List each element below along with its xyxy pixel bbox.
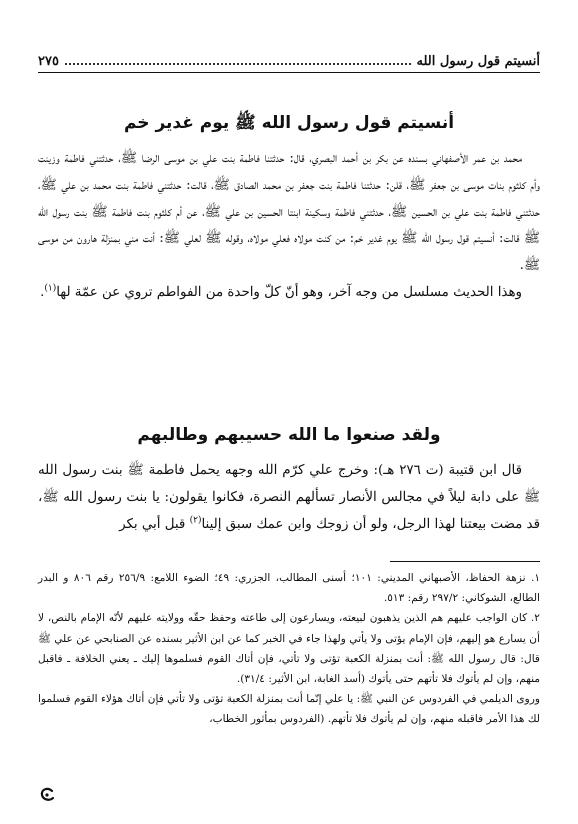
footnote-2: ٢. كان الواجب عليهم هم الذين يذهبون لبيعته، ويسارعون إلى طاعته وحفظ حقّه وولايته عليهم لأنّه الإمام بالنص، لا أن يسارع هو إليهم، فإن الإمام يؤتى ولا يأتي ولهذا جاء في الخبر كما عن ابن الأثير بسنده عن الصنابحي عن علي ﷺ قال: قال رسول الله ﷺ: أنت بمنزلة الكعبة تؤتى ولا تأتي، فإن أتاك القوم فسلموها إليك ـ يعني الخلافة ـ فاقبل منهم، وإن لم يأتوك فلا تأتهم حتى يأتوك (أسد الغابة، ابن الأثير: ٣١/٤).: [38, 612, 540, 686]
ibn-qutayba-text: قال ابن قتيبة (ت ٢٧٦ هـ): وخرج علي كرّم الله وجهه يحمل فاطمة ﷺ بنت رسول الله ﷺ على دابة ليلاً في مجالس الأنصار تسألهم النصرة، فكانوا يقولون: يا بنت رسول الله ﷺ، قد مضت بيعتنا لهذا الرجل، ولو أن زوجك وابن عمك سبق إلينا: [38, 463, 540, 532]
ibn-qutayba-paragraph: [38, 458, 540, 538]
commentary-text: وهذا الحديث مسلسل من وجه آخر، وهو أنّ كلّ واحدة من الفواطم تروي عن عمّة لها: [56, 284, 522, 300]
running-header-dot-leader: [65, 63, 411, 65]
commentary-paragraph: [38, 280, 540, 307]
section-body-ghadir: [38, 146, 540, 307]
section-heading-ghadir: أنسيتم قول رسول الله ﷺ يوم غدير خم: [123, 113, 455, 133]
footnote-separator: [390, 561, 540, 562]
running-header: [38, 48, 540, 73]
section-heading-sanaou: ولقد صنعوا ما الله حسيبهم وطالبهم: [137, 425, 441, 445]
footnote-2-continued: وروى الديلمي في الفردوس عن النبي ﷺ: يا علي إنّما أنت بمنزلة الكعبة تؤتى ولا تأتي فإن أتاك هؤلاء القوم فسلموا لك هذا الأمر فاقبله منهم، وإن لم يأتوك فلا تأتهم. (الفردوس بمأثور الخطاب،: [38, 693, 540, 726]
page-number: ٢٧٥: [38, 54, 59, 69]
continuation-mark-icon: [38, 786, 56, 804]
footnotes: [38, 568, 540, 730]
footnote-ref-2[interactable]: (٢): [189, 515, 202, 526]
footnote-ref-1[interactable]: (١): [44, 283, 57, 294]
running-header-title: أنسيتم قول رسول الله: [416, 54, 540, 69]
ibn-qutayba-text-end: قبل أبي بكر: [119, 516, 190, 532]
hadith-paragraph: محمد بن عمر الأصفهاني بسنده عن بكر بن أحمد البصري، قال: حدثتنا فاطمة بنت علي بن موسى الرضا ﷺ، حدثتني فاطمة وزينت وأم كلثوم بنات موسى بن جعفر ﷺ، قلن: حدثتنا فاطمة بنت جعفر بن محمد الصادق ﷺ، قالت: حدثتني فاطمة بنت محمد بن علي ﷺ، حدثتني فاطمة بنت علي بن الحسين ﷺ، حدثتني فاطمة وسكينة ابنتا الحسين بن علي ﷺ، عن أم كلثوم بنت فاطمة ﷺ بنت رسول الله ﷺ قالت: أنسيتم قول رسول الله ﷺ يوم غدير خم: من كنت مولاه فعلي مولاه، وقوله ﷺ لعلي ﷺ: أنت مني بمنزلة هارون من موسى ﷺ.: [38, 151, 540, 274]
commentary-end: .: [40, 284, 45, 300]
footnote-1: ١. نزهة الحفاظ، الأصبهاني المديني: ١٠١؛ أسنى المطالب، الجزري: ٤٩؛ الضوء اللامع: ٢٥٦/٩ رقم ٨٠٦ و البدر الطالع، الشوكاني: ٢٩٧/٢ رقم: ٥١٣.: [38, 572, 541, 605]
section-body-sanaou: [38, 458, 540, 538]
